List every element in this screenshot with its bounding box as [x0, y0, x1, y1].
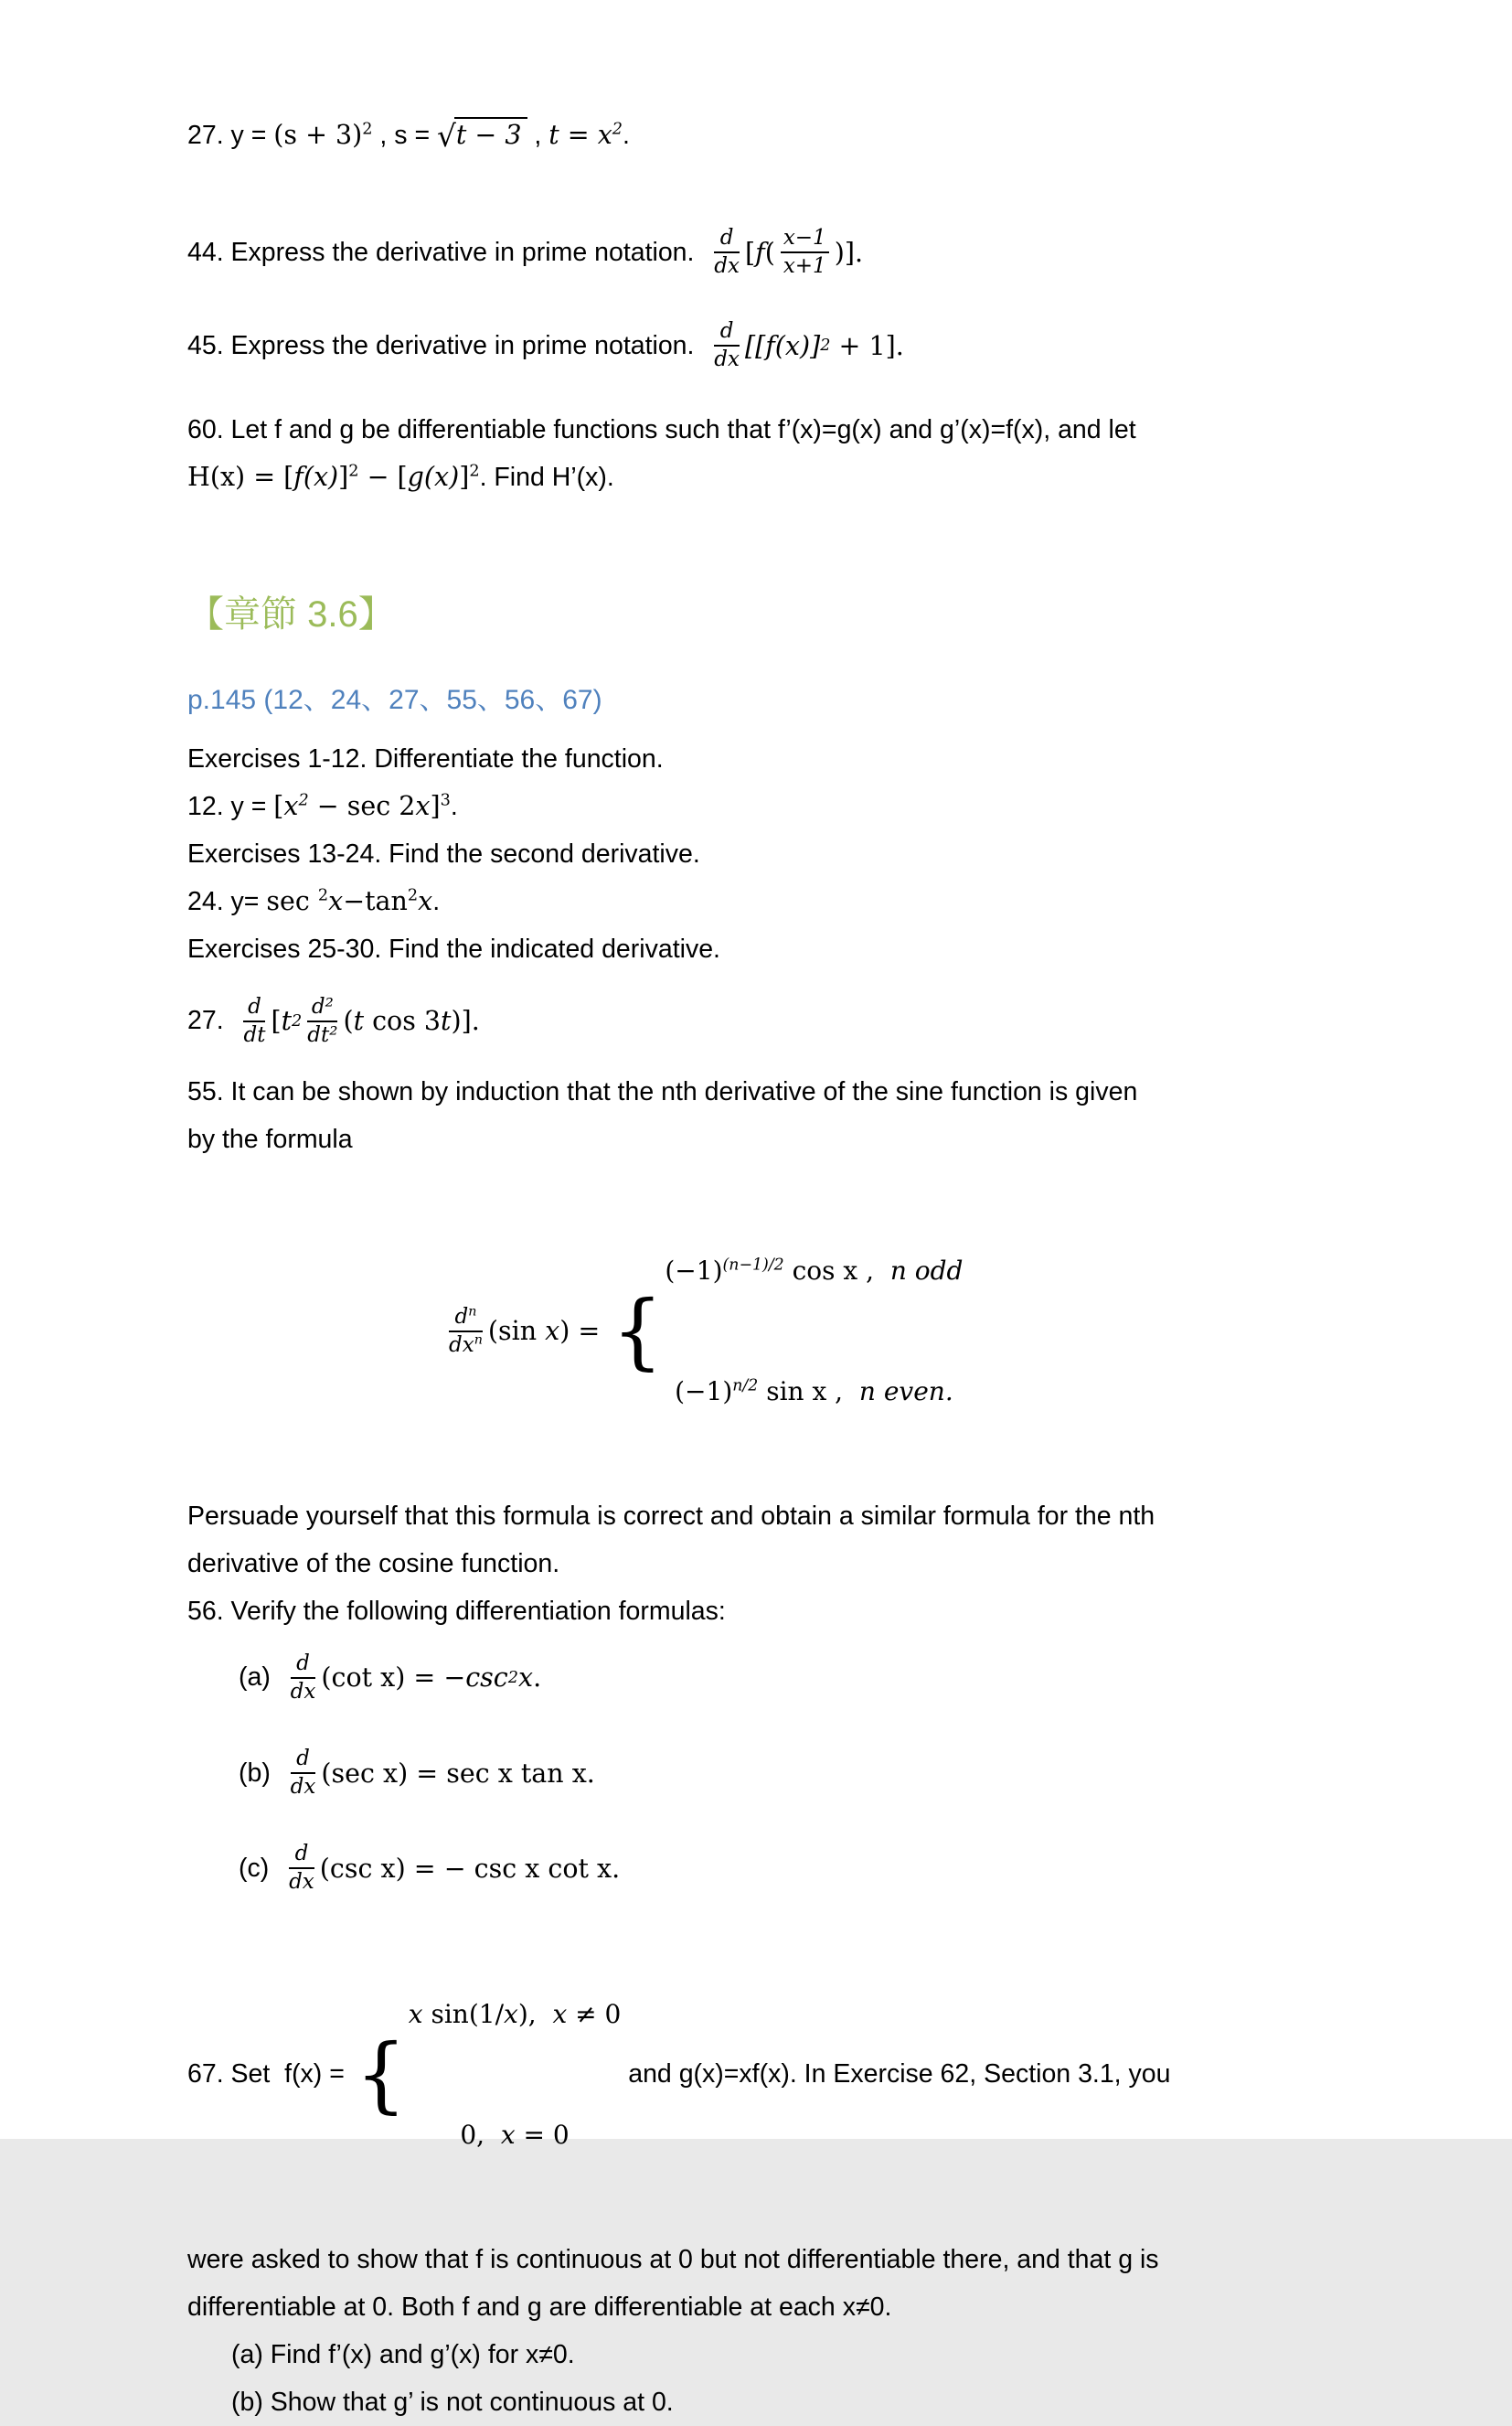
denominator [449, 1332, 483, 1358]
problem-60-line2 [187, 454, 1361, 501]
case-x-zero [409, 2115, 622, 2155]
radicand: t − 3 [454, 117, 527, 150]
text-run: , [527, 121, 549, 150]
math-run: cos x , [783, 1255, 890, 1286]
problem-67-line3: differentiable at 0. Both f and g are differentiable at each x≠0. [187, 2292, 892, 2322]
problem-56-intro: 56. Verify the following differentiation formulas: [187, 1596, 726, 1626]
exercises-13-24-instruction: Exercises 13-24. Find the second derivative. [187, 839, 700, 869]
problem-56c [239, 1842, 1361, 1895]
math-run: x [552, 1998, 568, 2029]
math-run: ] [430, 790, 441, 821]
math-run: H(x) = [ [187, 461, 294, 492]
text-run: . [623, 121, 630, 150]
exponent: n/2 [732, 1376, 759, 1395]
problem-55-line2: by the formula [187, 1124, 353, 1154]
math-run: sin x , [758, 1375, 859, 1406]
fraction-d-dx [291, 1747, 316, 1800]
exponent: 2 [348, 462, 359, 480]
numerator [449, 1305, 483, 1332]
math-run: 0, [460, 2119, 501, 2150]
math-run: = 0 [515, 2119, 570, 2150]
math-run: d [454, 1304, 469, 1329]
math-run: )]. [834, 237, 864, 268]
math-run: dx [449, 1332, 474, 1357]
math-run: f [755, 237, 765, 268]
denominator: dx [289, 1870, 314, 1895]
exponent: 3 [440, 791, 451, 809]
math-run: ), [517, 1998, 553, 2029]
math-run: ] [459, 461, 470, 492]
exponent: 2 [298, 791, 309, 809]
exponent: 2 [317, 886, 329, 904]
case-x-nonzero [409, 1994, 622, 2035]
numerator: d [714, 226, 740, 253]
case-n-odd [665, 1251, 963, 1291]
exponent: 2 [407, 886, 419, 904]
page-reference: p.145 (12、24、27、55、56、67) [187, 684, 602, 715]
piecewise-cases [665, 1170, 963, 1492]
problem-12 [187, 783, 1361, 830]
problem-67: 67. Set f(x) = { x sin(1/x), x ≠ 0 0, x = 0 and g(x)=xf(x). In Exercise 62, Section 3.1, you [187, 1914, 1361, 2236]
math-run: x [328, 885, 344, 916]
exponent: n [468, 1303, 477, 1319]
math-run: x [418, 885, 433, 916]
item-label: (a) [239, 1662, 285, 1693]
problem-67a: (a) Find f’(x) and g’(x) for x≠0. [231, 2339, 575, 2369]
problem-45: 45. Express the derivative in prime notation. $\frac{d}{dx}$ [[f(x)] 2 + 1]. [187, 319, 904, 372]
math-run: [ [271, 1006, 282, 1037]
exponent: 2 [612, 120, 623, 139]
math-run: ( [343, 1006, 354, 1037]
math-run: csc [465, 1662, 508, 1694]
math-run: f(x) [293, 461, 339, 492]
math-run: t = x [548, 120, 612, 150]
math-run: − [ [358, 461, 408, 492]
problem-55-line1: 55. It can be shown by induction that the nth derivative of the sine function is given [187, 1076, 1138, 1106]
math-run: ) = [559, 1316, 609, 1347]
math-run: cos 3 [364, 1006, 442, 1037]
math-run: (sin [487, 1316, 546, 1347]
problem-60-line1: 60. Let f and g be differentiable functions such that f’(x)=g(x) and g’(x)=f(x), and let [187, 414, 1136, 444]
math-run: n odd [889, 1255, 964, 1286]
numerator: x−1 [781, 226, 829, 253]
exponent: 2 [362, 120, 373, 139]
math-run: x [283, 790, 299, 821]
denominator: dx [714, 347, 740, 372]
denominator: dx [714, 254, 740, 279]
math-run: − sec 2 [308, 790, 416, 821]
math-run: x [545, 1316, 560, 1347]
numerator: d [243, 995, 265, 1022]
math-run: x [518, 1662, 534, 1694]
text-run: and g(x)=xf(x). In Exercise 62, Section 3.1, you [621, 2059, 1171, 2089]
problem-55-line3: Persuade yourself that this formula is correct and obtain a similar formula for the nth [187, 1501, 1155, 1531]
numerator: d [289, 1842, 314, 1869]
text-run: . Find H’(x). [479, 462, 614, 492]
problem-55-formula: $\frac{d^n}{dx^n}$ (sin x ) = { $(-1)^{(n-1)/2}$ cos x , n odd $(-1)^{n/2}$ sin x , n even. [443, 1170, 1361, 1492]
problem-55-line4: derivative of the cosine function. [187, 1548, 560, 1578]
fraction-d-dx [289, 1842, 314, 1895]
radical-sign: √ [437, 119, 456, 154]
text-run: 12. y = [187, 791, 274, 821]
math-run: x [408, 1998, 423, 2029]
text-run: 24. y= [187, 886, 267, 916]
problem-60 [187, 406, 1361, 501]
math-run: (s + 3) [273, 120, 363, 150]
denominator: x+1 [783, 254, 826, 279]
denominator: dx [290, 1775, 316, 1800]
denominator: dt [243, 1022, 266, 1047]
exponent: (n−1)/2 [722, 1256, 784, 1275]
problem-56a: (a) $\frac{d}{dx}$ (cot x) = − csc 2 x . [239, 1651, 542, 1704]
piecewise-cases [409, 1914, 622, 2236]
math-run: + 1]. [830, 330, 904, 361]
math-run: n even. [858, 1375, 953, 1406]
text-run: 27. [187, 1006, 239, 1036]
math-run: (sec x) = sec x tan x. [321, 1758, 595, 1789]
fraction-dn-dxn [449, 1305, 483, 1358]
problem-67b: (b) Show that g’ is not continuous at 0. [231, 2387, 674, 2417]
numerator: d [291, 1651, 316, 1679]
math-run: )]. [451, 1006, 480, 1037]
text-run: 45. Express the derivative in prime notation. [187, 330, 709, 360]
math-run: ( [764, 237, 775, 268]
problem-24 [187, 878, 1361, 925]
math-run: −tan [343, 885, 408, 916]
math-run: ≠ 0 [567, 1998, 622, 2029]
math-run: t [281, 1006, 293, 1037]
fraction-x-ratio [781, 226, 829, 279]
math-run: x [504, 1998, 518, 2029]
fraction-d-dx [291, 1651, 316, 1705]
text-run: 44. Express the derivative in prime notation. [187, 237, 709, 267]
section-heading: 【章節 3.6】 [187, 593, 395, 635]
math-run: sin(1/ [422, 1998, 505, 2029]
item-label: (b) [239, 1758, 285, 1788]
math-run: . [533, 1662, 542, 1694]
problem-27-derivative: 27. $\frac{d}{dt}$ [ t 2 $\frac{\text{d²}}{\text{dt²}}$ ( t cos 3 t )]. [187, 994, 480, 1047]
exponent: n [474, 1332, 483, 1348]
item-label: (c) [239, 1853, 284, 1883]
math-run: [[f(x)] [745, 330, 821, 361]
math-run: ] [338, 461, 349, 492]
text-run: 67. Set f(x) = [187, 2059, 352, 2089]
exercises-25-30-instruction: Exercises 25-30. Find the indicated derivative. [187, 934, 720, 964]
fraction-d-dx [714, 319, 740, 372]
math-run: [ [745, 237, 756, 268]
text-run: , s = [372, 121, 438, 150]
math-run: (csc x) = − csc x cot x. [319, 1853, 621, 1884]
math-run: x [500, 2119, 516, 2150]
problem-67-line2: were asked to show that f is continuous at 0 but not differentiable there, and that g is [187, 2244, 1159, 2274]
denominator: dx [290, 1679, 316, 1704]
denominator: dt² [307, 1022, 338, 1047]
numerator: d [714, 319, 740, 347]
fraction-d2-dt2 [307, 995, 337, 1048]
text-run: . [432, 886, 441, 916]
text-run: . [450, 791, 458, 821]
math-run: (−1) [675, 1375, 733, 1406]
math-run: (−1) [665, 1255, 723, 1286]
fraction-d-dx [714, 226, 740, 279]
math-run: t [353, 1006, 365, 1037]
math-run: (cot x) = − [321, 1662, 466, 1694]
problem-44 [187, 226, 1361, 279]
fraction-d-dt [243, 995, 265, 1048]
math-run: [ [273, 790, 284, 821]
math-run: x [415, 790, 431, 821]
text-run: 27. y = [187, 121, 274, 150]
math-run: t [441, 1006, 452, 1037]
case-n-even [665, 1372, 963, 1412]
numerator: d² [307, 995, 337, 1022]
math-run: sec [266, 885, 318, 916]
numerator: d [291, 1747, 316, 1774]
math-run: g(x) [407, 461, 460, 492]
exercises-1-12-instruction: Exercises 1-12. Differentiate the function. [187, 743, 664, 774]
problem-56b [239, 1747, 1361, 1800]
problem-27 [187, 112, 1361, 160]
exponent: 2 [469, 462, 480, 480]
